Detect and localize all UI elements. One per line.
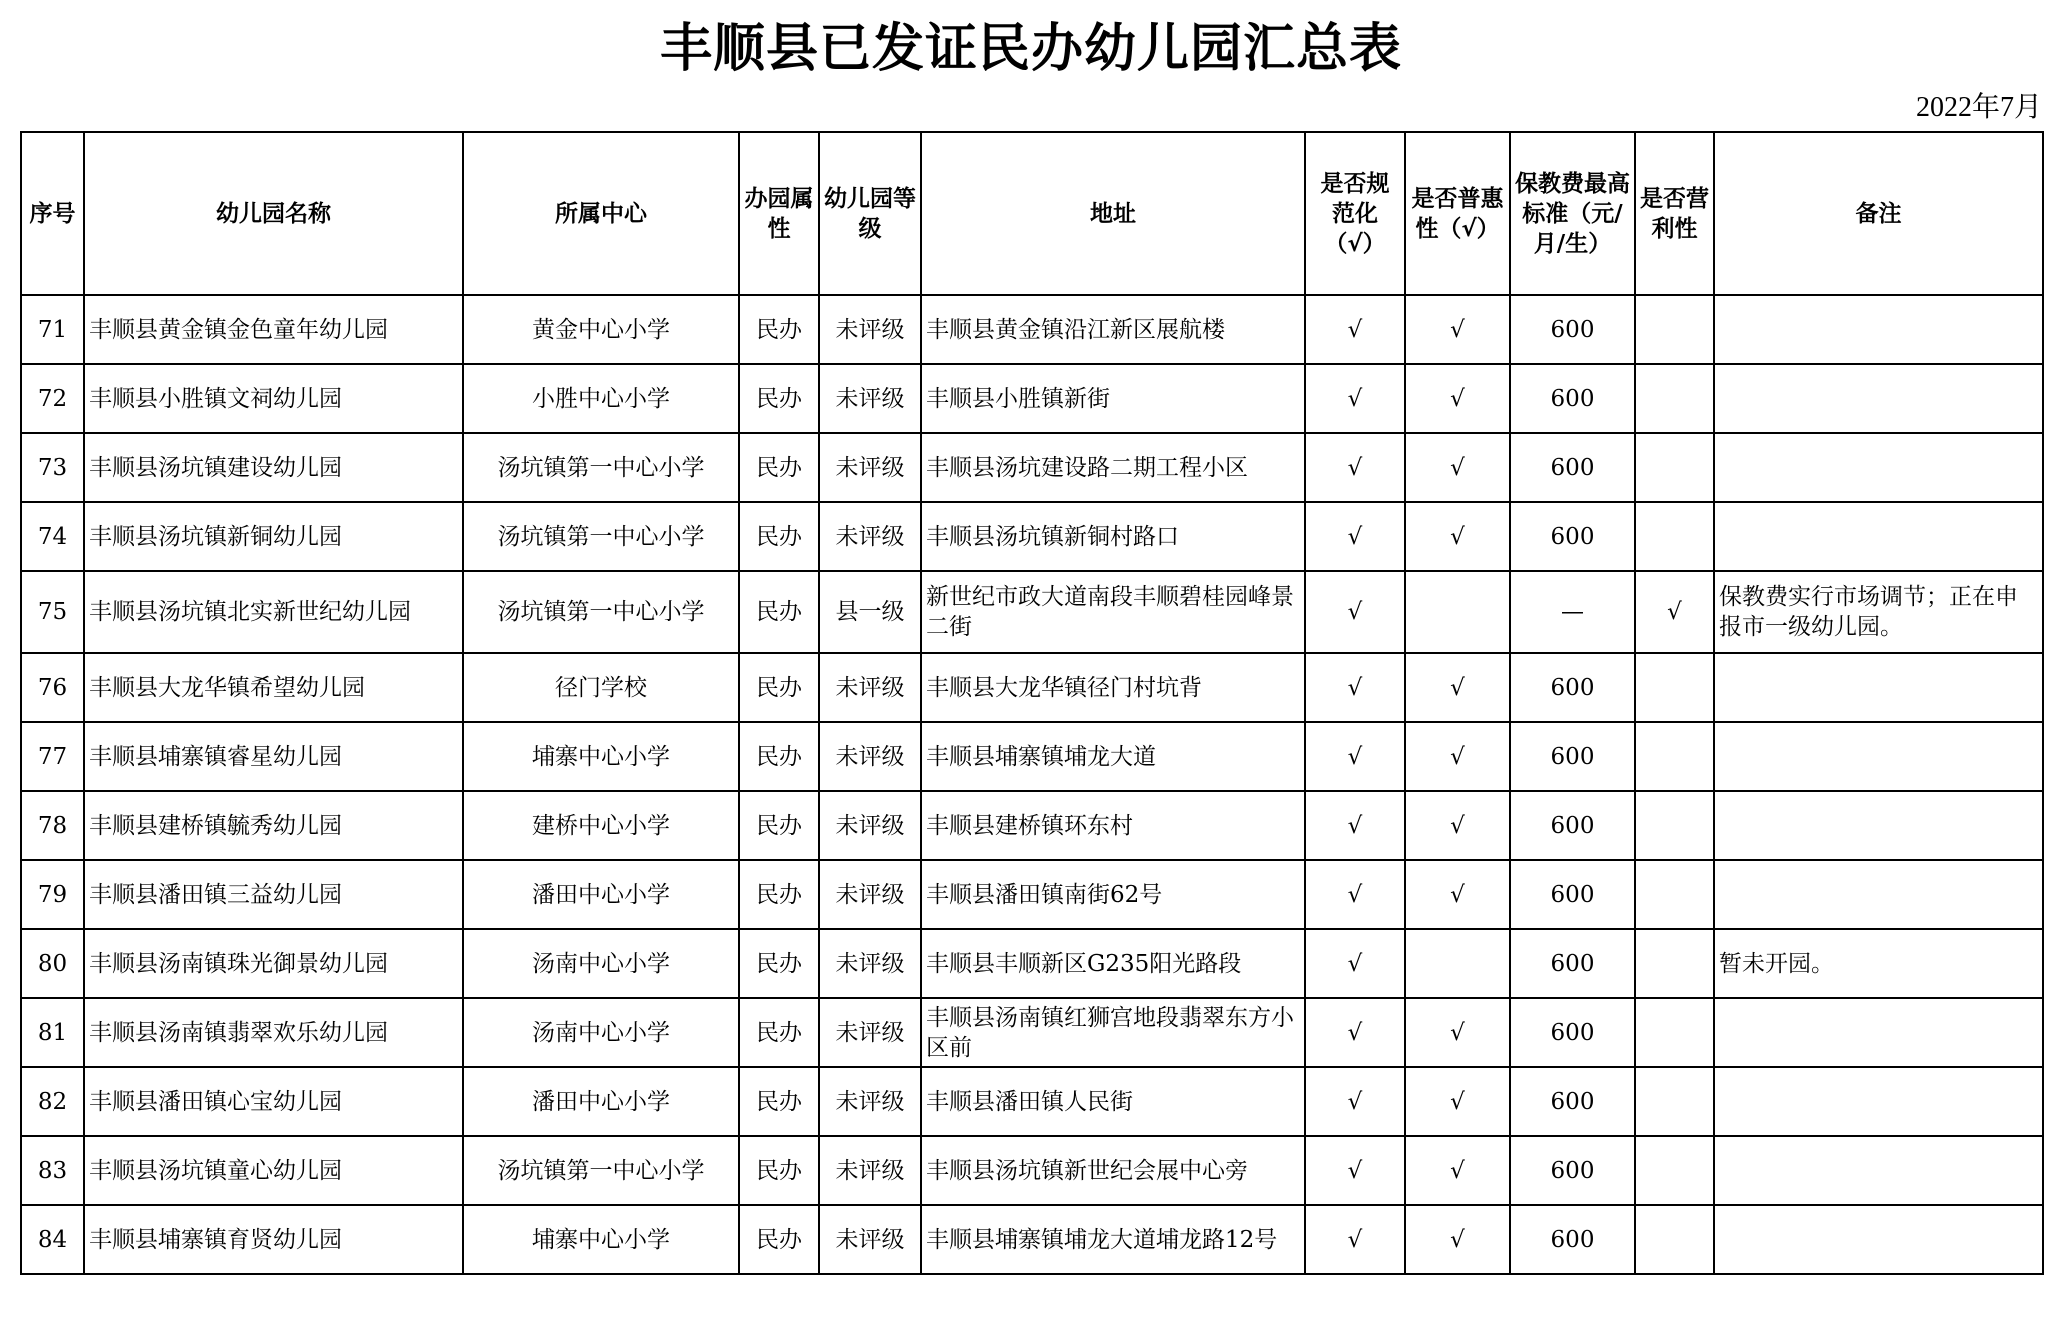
max-fee-cell: 600: [1510, 364, 1635, 433]
note-cell: 保教费实行市场调节；正在申报市一级幼儿园。: [1714, 571, 2043, 653]
kindergarten-name-cell: 丰顺县埔寨镇睿星幼儿园: [84, 722, 463, 791]
row-number-cell: 76: [21, 653, 84, 722]
profit-mark-cell: [1635, 860, 1714, 929]
header-num: 序号: [21, 132, 84, 295]
affiliated-center-cell: 埔寨中心小学: [463, 722, 739, 791]
max-fee-cell: 600: [1510, 791, 1635, 860]
inclusive-mark-cell: √: [1405, 1205, 1510, 1274]
kindergarten-grade-cell: 未评级: [819, 1067, 921, 1136]
table-row: [21, 860, 2043, 929]
kindergarten-grade-cell: 未评级: [819, 295, 921, 364]
note-cell: [1714, 1136, 2043, 1205]
address-cell: 丰顺县建桥镇环东村: [921, 791, 1305, 860]
table-row: [21, 502, 2043, 571]
note-cell: [1714, 653, 2043, 722]
profit-mark-cell: [1635, 1067, 1714, 1136]
kindergarten-name-cell: 丰顺县汤坑镇建设幼儿园: [84, 433, 463, 502]
affiliated-center-cell: 汤南中心小学: [463, 998, 739, 1067]
profit-mark-cell: [1635, 1205, 1714, 1274]
affiliated-center-cell: 径门学校: [463, 653, 739, 722]
address-cell: 丰顺县潘田镇南街62号: [921, 860, 1305, 929]
profit-mark-cell: [1635, 791, 1714, 860]
school-nature-cell: 民办: [739, 1136, 819, 1205]
school-nature-cell: 民办: [739, 1067, 819, 1136]
note-cell: [1714, 791, 2043, 860]
table-header-row: [21, 132, 2043, 295]
note-cell: 暂未开园。: [1714, 929, 2043, 998]
kindergarten-name-cell: 丰顺县汤坑镇新铜幼儿园: [84, 502, 463, 571]
standardized-mark-cell: √: [1305, 929, 1405, 998]
row-number-cell: 82: [21, 1067, 84, 1136]
table-row: [21, 929, 2043, 998]
inclusive-mark-cell: √: [1405, 998, 1510, 1067]
header-note: 备注: [1714, 132, 2043, 295]
school-nature-cell: 民办: [739, 929, 819, 998]
note-cell: [1714, 433, 2043, 502]
standardized-mark-cell: √: [1305, 295, 1405, 364]
table-row: [21, 791, 2043, 860]
school-nature-cell: 民办: [739, 722, 819, 791]
affiliated-center-cell: 汤南中心小学: [463, 929, 739, 998]
school-nature-cell: 民办: [739, 502, 819, 571]
affiliated-center-cell: 黄金中心小学: [463, 295, 739, 364]
table-row: [21, 998, 2043, 1067]
kindergarten-name-cell: 丰顺县汤南镇翡翠欢乐幼儿园: [84, 998, 463, 1067]
row-number-cell: 71: [21, 295, 84, 364]
school-nature-cell: 民办: [739, 364, 819, 433]
note-cell: [1714, 722, 2043, 791]
standardized-mark-cell: √: [1305, 502, 1405, 571]
header-nature: 办园属性: [739, 132, 819, 295]
affiliated-center-cell: 汤坑镇第一中心小学: [463, 433, 739, 502]
table-row: [21, 653, 2043, 722]
row-number-cell: 84: [21, 1205, 84, 1274]
school-nature-cell: 民办: [739, 791, 819, 860]
address-cell: 新世纪市政大道南段丰顺碧桂园峰景二街: [921, 571, 1305, 653]
row-number-cell: 81: [21, 998, 84, 1067]
profit-mark-cell: [1635, 502, 1714, 571]
affiliated-center-cell: 建桥中心小学: [463, 791, 739, 860]
row-number-cell: 83: [21, 1136, 84, 1205]
row-number-cell: 74: [21, 502, 84, 571]
date-label: 2022年7月: [1915, 92, 2042, 123]
row-number-cell: 77: [21, 722, 84, 791]
header-profit: 是否营利性: [1635, 132, 1714, 295]
header-standardized: 是否规范化（√）: [1305, 132, 1405, 295]
kindergarten-name-cell: 丰顺县汤南镇珠光御景幼儿园: [84, 929, 463, 998]
kindergarten-table: [20, 131, 2044, 1275]
max-fee-cell: 600: [1510, 1136, 1635, 1205]
address-cell: 丰顺县汤南镇红狮宫地段翡翠东方小区前: [921, 998, 1305, 1067]
max-fee-cell: 600: [1510, 653, 1635, 722]
note-cell: [1714, 860, 2043, 929]
row-number-cell: 79: [21, 860, 84, 929]
table-row: [21, 1205, 2043, 1274]
max-fee-cell: —: [1510, 571, 1635, 653]
header-name: 幼儿园名称: [84, 132, 463, 295]
max-fee-cell: 600: [1510, 998, 1635, 1067]
school-nature-cell: 民办: [739, 653, 819, 722]
profit-mark-cell: [1635, 1136, 1714, 1205]
kindergarten-grade-cell: 未评级: [819, 791, 921, 860]
kindergarten-name-cell: 丰顺县黄金镇金色童年幼儿园: [84, 295, 463, 364]
kindergarten-grade-cell: 未评级: [819, 433, 921, 502]
standardized-mark-cell: √: [1305, 998, 1405, 1067]
kindergarten-grade-cell: 未评级: [819, 1205, 921, 1274]
kindergarten-grade-cell: 未评级: [819, 722, 921, 791]
kindergarten-name-cell: 丰顺县小胜镇文祠幼儿园: [84, 364, 463, 433]
affiliated-center-cell: 小胜中心小学: [463, 364, 739, 433]
max-fee-cell: 600: [1510, 860, 1635, 929]
note-cell: [1714, 295, 2043, 364]
note-cell: [1714, 502, 2043, 571]
page-title: 丰顺县已发证民办幼儿园汇总表: [659, 19, 1402, 79]
address-cell: 丰顺县潘田镇人民街: [921, 1067, 1305, 1136]
standardized-mark-cell: √: [1305, 1067, 1405, 1136]
standardized-mark-cell: √: [1305, 1205, 1405, 1274]
profit-mark-cell: [1635, 295, 1714, 364]
kindergarten-name-cell: 丰顺县汤坑镇北实新世纪幼儿园: [84, 571, 463, 653]
school-nature-cell: 民办: [739, 998, 819, 1067]
profit-mark-cell: [1635, 998, 1714, 1067]
header-fee: 保教费最高标准（元/月/生）: [1510, 132, 1635, 295]
kindergarten-grade-cell: 未评级: [819, 653, 921, 722]
kindergarten-name-cell: 丰顺县大龙华镇希望幼儿园: [84, 653, 463, 722]
table-row: [21, 571, 2043, 653]
max-fee-cell: 600: [1510, 1205, 1635, 1274]
profit-mark-cell: [1635, 722, 1714, 791]
school-nature-cell: 民办: [739, 433, 819, 502]
table-row: [21, 364, 2043, 433]
affiliated-center-cell: 汤坑镇第一中心小学: [463, 571, 739, 653]
profit-mark-cell: [1635, 364, 1714, 433]
inclusive-mark-cell: √: [1405, 722, 1510, 791]
max-fee-cell: 600: [1510, 722, 1635, 791]
inclusive-mark-cell: [1405, 571, 1510, 653]
inclusive-mark-cell: √: [1405, 295, 1510, 364]
note-cell: [1714, 1205, 2043, 1274]
inclusive-mark-cell: √: [1405, 860, 1510, 929]
note-cell: [1714, 1067, 2043, 1136]
max-fee-cell: 600: [1510, 929, 1635, 998]
standardized-mark-cell: √: [1305, 1136, 1405, 1205]
standardized-mark-cell: √: [1305, 791, 1405, 860]
inclusive-mark-cell: √: [1405, 791, 1510, 860]
address-cell: 丰顺县丰顺新区G235阳光路段: [921, 929, 1305, 998]
kindergarten-grade-cell: 未评级: [819, 1136, 921, 1205]
kindergarten-grade-cell: 未评级: [819, 929, 921, 998]
inclusive-mark-cell: √: [1405, 653, 1510, 722]
header-center: 所属中心: [463, 132, 739, 295]
row-number-cell: 75: [21, 571, 84, 653]
standardized-mark-cell: √: [1305, 722, 1405, 791]
inclusive-mark-cell: [1405, 929, 1510, 998]
address-cell: 丰顺县汤坑镇新世纪会展中心旁: [921, 1136, 1305, 1205]
header-grade: 幼儿园等级: [819, 132, 921, 295]
kindergarten-grade-cell: 未评级: [819, 998, 921, 1067]
address-cell: 丰顺县黄金镇沿江新区展航楼: [921, 295, 1305, 364]
affiliated-center-cell: 潘田中心小学: [463, 1067, 739, 1136]
school-nature-cell: 民办: [739, 295, 819, 364]
table-body: [21, 295, 2043, 1274]
kindergarten-grade-cell: 未评级: [819, 502, 921, 571]
kindergarten-name-cell: 丰顺县汤坑镇童心幼儿园: [84, 1136, 463, 1205]
kindergarten-grade-cell: 县一级: [819, 571, 921, 653]
address-cell: 丰顺县埔寨镇埔龙大道: [921, 722, 1305, 791]
address-cell: 丰顺县小胜镇新街: [921, 364, 1305, 433]
kindergarten-name-cell: 丰顺县建桥镇毓秀幼儿园: [84, 791, 463, 860]
profit-mark-cell: √: [1635, 571, 1714, 653]
profit-mark-cell: [1635, 929, 1714, 998]
standardized-mark-cell: √: [1305, 860, 1405, 929]
address-cell: 丰顺县埔寨镇埔龙大道埔龙路12号: [921, 1205, 1305, 1274]
address-cell: 丰顺县汤坑建设路二期工程小区: [921, 433, 1305, 502]
table-row: [21, 433, 2043, 502]
max-fee-cell: 600: [1510, 433, 1635, 502]
inclusive-mark-cell: √: [1405, 433, 1510, 502]
kindergarten-name-cell: 丰顺县潘田镇心宝幼儿园: [84, 1067, 463, 1136]
inclusive-mark-cell: √: [1405, 1136, 1510, 1205]
kindergarten-name-cell: 丰顺县埔寨镇育贤幼儿园: [84, 1205, 463, 1274]
school-nature-cell: 民办: [739, 571, 819, 653]
standardized-mark-cell: √: [1305, 571, 1405, 653]
header-address: 地址: [921, 132, 1305, 295]
table-row: [21, 1136, 2043, 1205]
affiliated-center-cell: 汤坑镇第一中心小学: [463, 1136, 739, 1205]
kindergarten-grade-cell: 未评级: [819, 364, 921, 433]
table-row: [21, 295, 2043, 364]
address-cell: 丰顺县汤坑镇新铜村路口: [921, 502, 1305, 571]
kindergarten-name-cell: 丰顺县潘田镇三益幼儿园: [84, 860, 463, 929]
standardized-mark-cell: √: [1305, 364, 1405, 433]
address-cell: 丰顺县大龙华镇径门村坑背: [921, 653, 1305, 722]
note-cell: [1714, 998, 2043, 1067]
header-inclusive: 是否普惠性（√）: [1405, 132, 1510, 295]
table-row: [21, 1067, 2043, 1136]
note-cell: [1714, 364, 2043, 433]
row-number-cell: 72: [21, 364, 84, 433]
inclusive-mark-cell: √: [1405, 1067, 1510, 1136]
max-fee-cell: 600: [1510, 295, 1635, 364]
standardized-mark-cell: √: [1305, 433, 1405, 502]
inclusive-mark-cell: √: [1405, 502, 1510, 571]
table-row: [21, 722, 2043, 791]
standardized-mark-cell: √: [1305, 653, 1405, 722]
profit-mark-cell: [1635, 653, 1714, 722]
affiliated-center-cell: 埔寨中心小学: [463, 1205, 739, 1274]
kindergarten-grade-cell: 未评级: [819, 860, 921, 929]
max-fee-cell: 600: [1510, 502, 1635, 571]
row-number-cell: 73: [21, 433, 84, 502]
row-number-cell: 78: [21, 791, 84, 860]
max-fee-cell: 600: [1510, 1067, 1635, 1136]
affiliated-center-cell: 汤坑镇第一中心小学: [463, 502, 739, 571]
affiliated-center-cell: 潘田中心小学: [463, 860, 739, 929]
school-nature-cell: 民办: [739, 860, 819, 929]
inclusive-mark-cell: √: [1405, 364, 1510, 433]
school-nature-cell: 民办: [739, 1205, 819, 1274]
row-number-cell: 80: [21, 929, 84, 998]
profit-mark-cell: [1635, 433, 1714, 502]
